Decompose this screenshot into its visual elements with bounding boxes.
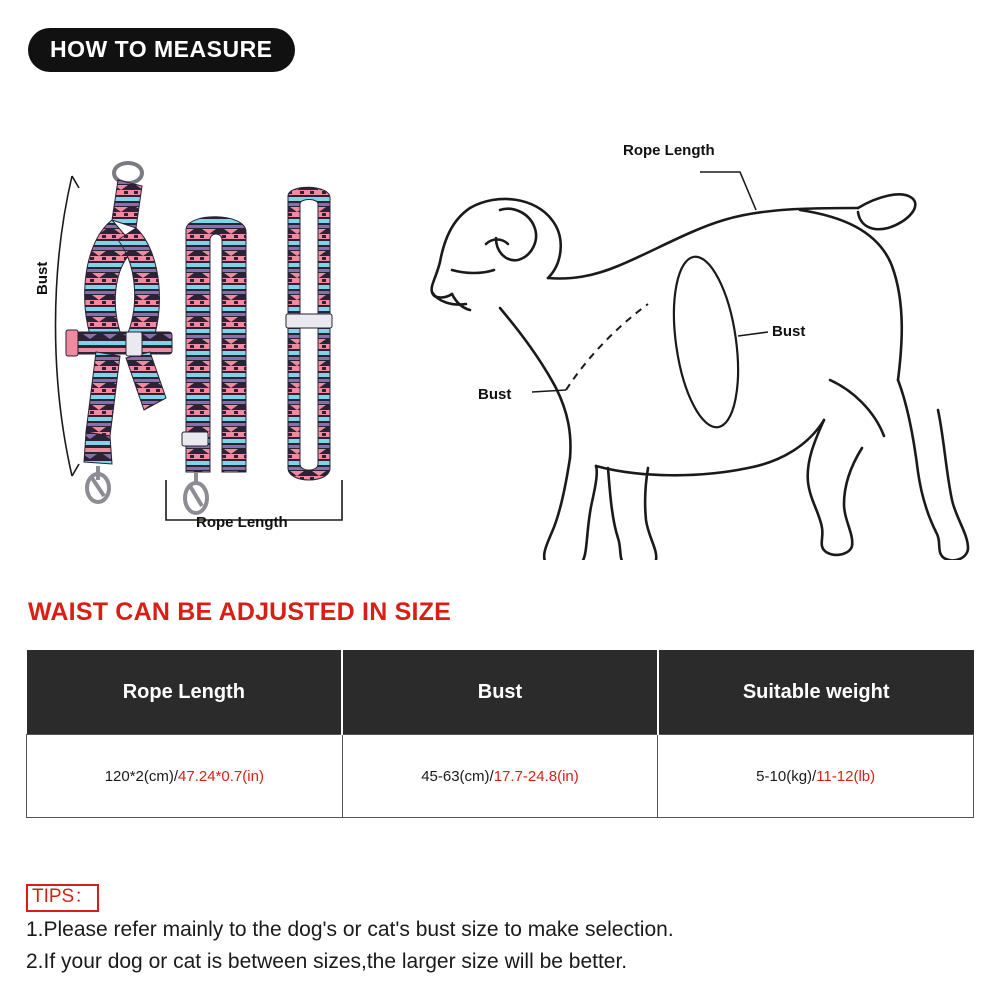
cell-rope-length — [27, 735, 343, 818]
bust-ellipse-main — [664, 253, 747, 432]
measurement-diagram-svg — [0, 80, 1000, 560]
bust-imperial: 17.7-24.8(in) — [493, 767, 579, 785]
rope-length-metric: 120*2(cm)/ — [104, 767, 179, 785]
page-title: HOW TO MEASURE — [28, 28, 295, 72]
label-rope-length-right: Rope Length — [623, 142, 715, 159]
weight-metric: 5-10(kg)/ — [756, 767, 817, 785]
tips-line-2: 2.If your dog or cat is between sizes,the larger size will be better. — [26, 950, 628, 973]
bust-metric: 45-63(cm)/ — [421, 767, 494, 785]
tips-line-1: 1.Please refer mainly to the dog's or cat's bust size to make selection. — [26, 918, 674, 941]
dog-line-drawing — [432, 194, 968, 560]
leash-illustration — [182, 187, 332, 513]
size-table — [26, 650, 974, 818]
illustration-area — [0, 80, 1000, 560]
cell-bust — [342, 735, 658, 818]
bust-bracket-left — [56, 176, 80, 476]
label-bust-left: Bust — [34, 261, 51, 295]
table-row — [27, 735, 974, 818]
label-bust-right: Bust — [772, 323, 806, 340]
section-title: WAIST CAN BE ADJUSTED IN SIZE — [28, 598, 451, 626]
harness-illustration — [66, 163, 172, 502]
rope-length-imperial: 47.24*0.7(in) — [178, 767, 264, 785]
label-rope-length-left: Rope Length — [196, 514, 288, 531]
table-header-weight: Suitable weight — [658, 650, 974, 735]
tips-label: TIPS： — [26, 884, 99, 912]
table-header-bust: Bust — [342, 650, 658, 735]
callout-lines — [532, 172, 768, 392]
cell-weight — [658, 735, 974, 818]
bust-dashed-line — [566, 304, 648, 390]
table-header-row — [27, 650, 974, 735]
table-header-rope-length: Rope Length — [27, 650, 343, 735]
weight-imperial: 11-12(lb) — [816, 767, 876, 785]
label-bust-middle: Bust — [478, 386, 512, 403]
